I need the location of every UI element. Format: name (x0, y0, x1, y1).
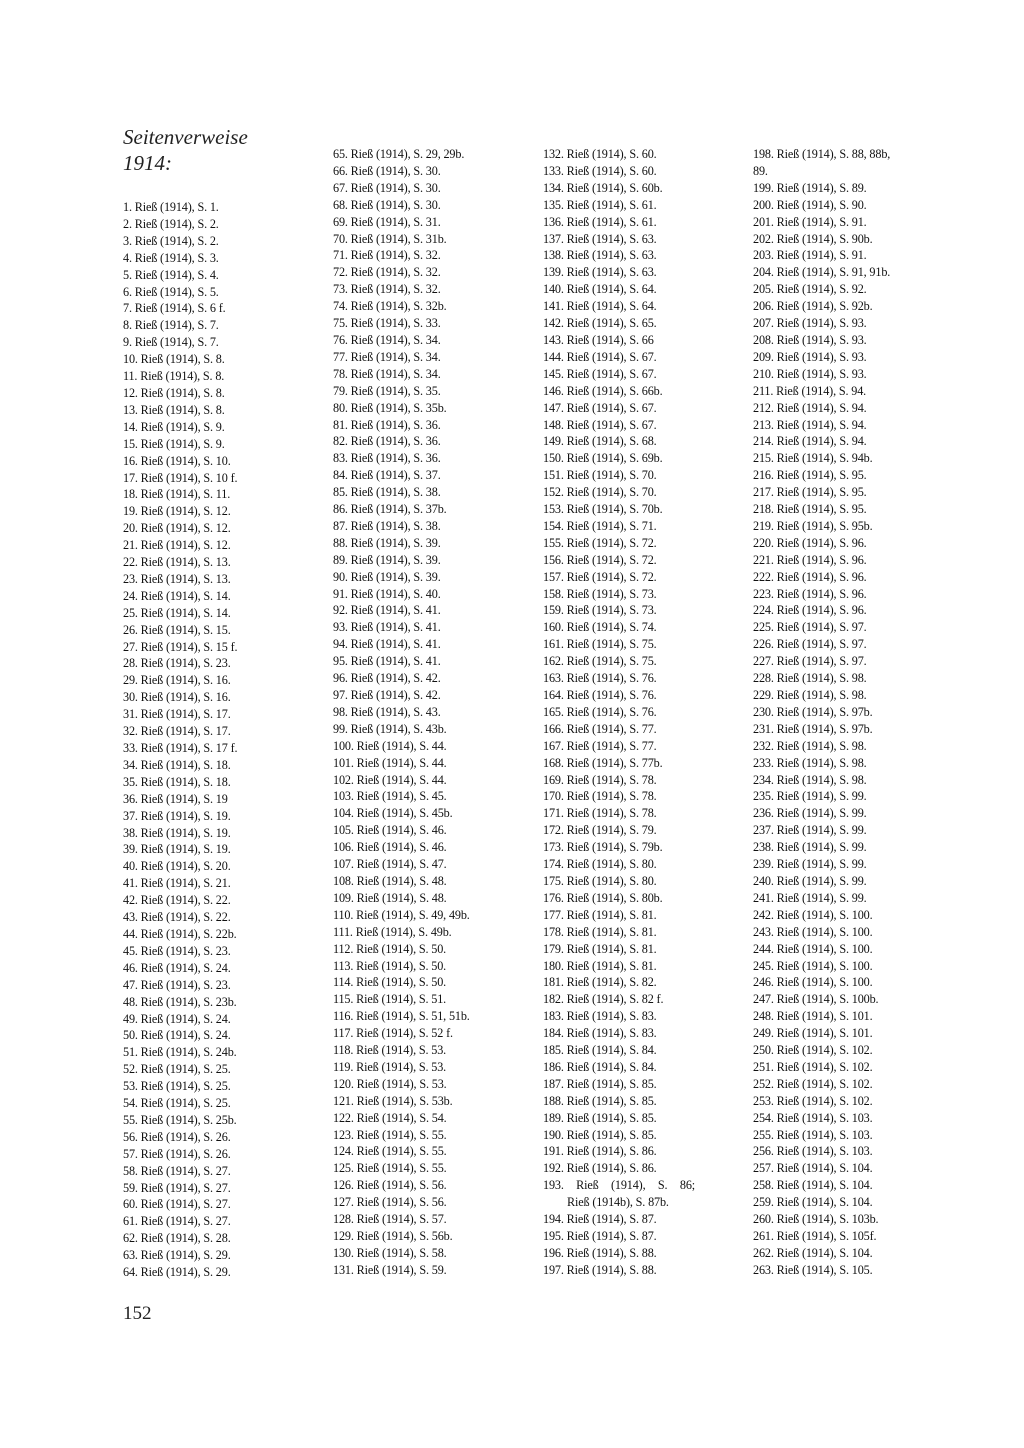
reference-entry: 88. Rieß (1914), S. 39. (333, 535, 441, 550)
reference-entry: 72. Rieß (1914), S. 32. (333, 265, 441, 280)
reference-entry: 154. Rieß (1914), S. 71. (543, 518, 657, 533)
reference-column-2 (333, 146, 493, 1279)
reference-entry: 51. Rieß (1914), S. 24b. (123, 1045, 237, 1060)
reference-entry: 117. Rieß (1914), S. 52 f. (333, 1026, 453, 1041)
reference-entry: 184. Rieß (1914), S. 83. (543, 1026, 657, 1041)
reference-entry: 159. Rieß (1914), S. 73. (543, 603, 657, 618)
reference-entry: 102. Rieß (1914), S. 44. (333, 772, 447, 787)
reference-entry: 28. Rieß (1914), S. 23. (123, 656, 231, 671)
reference-entry: 213. Rieß (1914), S. 94. (753, 417, 867, 432)
reference-entry: 150. Rieß (1914), S. 69b. (543, 451, 663, 466)
reference-entry: 78. Rieß (1914), S. 34. (333, 366, 441, 381)
reference-entry: 127. Rieß (1914), S. 56. (333, 1195, 447, 1210)
reference-entry: 203. Rieß (1914), S. 91. (753, 248, 867, 263)
reference-entry: 243. Rieß (1914), S. 100. (753, 924, 873, 939)
reference-entry: 62. Rieß (1914), S. 28. (123, 1231, 231, 1246)
reference-entry: 263. Rieß (1914), S. 105. (753, 1262, 873, 1277)
reference-entry: 86. Rieß (1914), S. 37b. (333, 502, 447, 517)
reference-entry: 136. Rieß (1914), S. 61. (543, 214, 657, 229)
reference-entry: 214. Rieß (1914), S. 94. (753, 434, 867, 449)
reference-entry: 21. Rieß (1914), S. 12. (123, 538, 231, 553)
reference-entry: 137. Rieß (1914), S. 63. (543, 231, 657, 246)
reference-entry: 30. Rieß (1914), S. 16. (123, 690, 231, 705)
reference-entry: 60. Rieß (1914), S. 27. (123, 1197, 231, 1212)
reference-entry: 189. Rieß (1914), S. 85. (543, 1110, 657, 1125)
reference-entry: 83. Rieß (1914), S. 36. (333, 451, 441, 466)
page-number: 152 (123, 1303, 152, 1324)
reference-entry: 70. Rieß (1914), S. 31b. (333, 231, 447, 246)
reference-entry: 126. Rieß (1914), S. 56. (333, 1178, 447, 1193)
reference-entry: 208. Rieß (1914), S. 93. (753, 332, 867, 347)
reference-column-3 (543, 146, 695, 1279)
reference-entry: 17. Rieß (1914), S. 10 f. (123, 470, 238, 485)
reference-entry: 61. Rieß (1914), S. 27. (123, 1214, 231, 1229)
reference-entry: 147. Rieß (1914), S. 67. (543, 400, 657, 415)
reference-entry: 164. Rieß (1914), S. 76. (543, 688, 657, 702)
reference-entry: 69. Rieß (1914), S. 31. (333, 214, 441, 229)
reference-entry: 94. Rieß (1914), S. 41. (333, 637, 441, 652)
reference-entry: 202. Rieß (1914), S. 90b. (753, 231, 873, 246)
reference-entry: 54. Rieß (1914), S. 25. (123, 1096, 231, 1111)
reference-entry: 98. Rieß (1914), S. 43. (333, 704, 441, 719)
reference-entry: 134. Rieß (1914), S. 60b. (543, 180, 663, 195)
reference-entry: 133. Rieß (1914), S. 60. (543, 163, 657, 178)
reference-entry: 103. Rieß (1914), S. 45. (333, 789, 447, 804)
reference-entry: 179. Rieß (1914), S. 81. (543, 941, 657, 956)
reference-entry: 14. Rieß (1914), S. 9. (123, 419, 225, 434)
reference-entry: 23. Rieß (1914), S. 13. (123, 571, 231, 586)
reference-entry: 56. Rieß (1914), S. 26. (123, 1129, 231, 1144)
reference-entry: 10. Rieß (1914), S. 8. (123, 352, 225, 367)
reference-column-4 (753, 146, 913, 1279)
reference-entry: 227. Rieß (1914), S. 97. (753, 654, 867, 669)
reference-entry: 196. Rieß (1914), S. 88. (543, 1245, 657, 1260)
reference-entry: 230. Rieß (1914), S. 97b. (753, 704, 873, 719)
reference-entry: 65. Rieß (1914), S. 29, 29b. (333, 147, 465, 161)
reference-entry: 153. Rieß (1914), S. 70b. (543, 502, 663, 517)
reference-entry: 74. Rieß (1914), S. 32b. (333, 299, 447, 314)
reference-entry: 96. Rieß (1914), S. 42. (333, 671, 441, 686)
reference-entry: 151. Rieß (1914), S. 70. (543, 468, 657, 483)
reference-entry: 244. Rieß (1914), S. 100. (753, 941, 873, 956)
reference-entry: 139. Rieß (1914), S. 63. (543, 265, 657, 280)
reference-entry: 215. Rieß (1914), S. 94b. (753, 451, 873, 466)
reference-entry: 27. Rieß (1914), S. 15 f. (123, 639, 238, 654)
reference-entry: 119. Rieß (1914), S. 53. (333, 1059, 447, 1074)
reference-entry: 57. Rieß (1914), S. 26. (123, 1146, 231, 1161)
reference-entry: 260. Rieß (1914), S. 103b. (753, 1212, 879, 1227)
page-heading (123, 124, 248, 176)
reference-entry: 9. Rieß (1914), S. 7. (123, 335, 219, 350)
reference-entry: 168. Rieß (1914), S. 77b. (543, 755, 663, 770)
reference-entry: 252. Rieß (1914), S. 102. (753, 1076, 873, 1091)
reference-entry: 43. Rieß (1914), S. 22. (123, 910, 231, 925)
reference-entry: 92. Rieß (1914), S. 41. (333, 603, 441, 618)
reference-entry: 108. Rieß (1914), S. 48. (333, 873, 447, 888)
reference-entry: 204. Rieß (1914), S. 91, 91b. (753, 265, 891, 280)
reference-entry: 169. Rieß (1914), S. 78. (543, 772, 657, 787)
reference-entry: 224. Rieß (1914), S. 96. (753, 603, 867, 618)
reference-entry: 185. Rieß (1914), S. 84. (543, 1043, 657, 1058)
reference-entry: 247. Rieß (1914), S. 100b. (753, 992, 879, 1007)
reference-entry: 231. Rieß (1914), S. 97b. (753, 721, 873, 736)
reference-entry: 220. Rieß (1914), S. 96. (753, 535, 867, 550)
reference-entry: 237. Rieß (1914), S. 99. (753, 823, 867, 838)
reference-entry: 221. Rieß (1914), S. 96. (753, 552, 867, 567)
reference-entry: 210. Rieß (1914), S. 93. (753, 366, 867, 381)
reference-entry: 77. Rieß (1914), S. 34. (333, 349, 441, 364)
reference-entry: 199. Rieß (1914), S. 89. (753, 180, 867, 195)
reference-entry: 162. Rieß (1914), S. 75. (543, 654, 657, 669)
reference-entry: 55. Rieß (1914), S. 25b. (123, 1112, 237, 1127)
reference-entry: 233. Rieß (1914), S. 98. (753, 755, 867, 770)
reference-entry: 200. Rieß (1914), S. 90. (753, 197, 867, 212)
reference-entry: 31. Rieß (1914), S. 17. (123, 707, 231, 722)
reference-entry: 190. Rieß (1914), S. 85. (543, 1127, 657, 1142)
reference-entry: 226. Rieß (1914), S. 97. (753, 637, 867, 652)
reference-entry: 207. Rieß (1914), S. 93. (753, 316, 867, 331)
reference-entry: 181. Rieß (1914), S. 82. (543, 975, 657, 990)
reference-entry: 251. Rieß (1914), S. 102. (753, 1059, 873, 1074)
reference-entry: 223. Rieß (1914), S. 96. (753, 586, 867, 601)
reference-entry: 34. Rieß (1914), S. 18. (123, 757, 231, 772)
reference-entry: 152. Rieß (1914), S. 70. (543, 485, 657, 500)
reference-entry: 163. Rieß (1914), S. 76. (543, 671, 657, 686)
reference-entry: 234. Rieß (1914), S. 98. (753, 772, 867, 787)
reference-entry: 122. Rieß (1914), S. 54. (333, 1110, 447, 1125)
reference-entry: 232. Rieß (1914), S. 98. (753, 738, 867, 753)
reference-entry: 246. Rieß (1914), S. 100. (753, 975, 873, 990)
reference-entry: 35. Rieß (1914), S. 18. (123, 774, 231, 789)
reference-entry: 68. Rieß (1914), S. 30. (333, 197, 441, 212)
reference-entry: 12. Rieß (1914), S. 8. (123, 385, 225, 400)
reference-entry: 194. Rieß (1914), S. 87. (543, 1212, 657, 1227)
reference-entry: 4. Rieß (1914), S. 3. (123, 250, 219, 265)
heading-line-1: Seitenverweise (123, 125, 248, 149)
heading-line-2: 1914: (123, 151, 172, 175)
reference-entry: 63. Rieß (1914), S. 29. (123, 1248, 231, 1263)
reference-entry: 177. Rieß (1914), S. 81. (543, 907, 657, 922)
reference-entry: 116. Rieß (1914), S. 51, 51b. (333, 1009, 470, 1024)
reference-entry: 45. Rieß (1914), S. 23. (123, 943, 231, 958)
reference-entry: 148. Rieß (1914), S. 67. (543, 417, 657, 432)
reference-entry: 170. Rieß (1914), S. 78. (543, 789, 657, 804)
reference-entry: 235. Rieß (1914), S. 99. (753, 789, 867, 804)
reference-entry: 195. Rieß (1914), S. 87. (543, 1229, 657, 1243)
reference-entry: 91. Rieß (1914), S. 40. (333, 586, 441, 601)
reference-entry: 8. Rieß (1914), S. 7. (123, 318, 219, 333)
reference-entry: 261. Rieß (1914), S. 105f. (753, 1229, 877, 1243)
reference-entry: 253. Rieß (1914), S. 102. (753, 1093, 873, 1108)
reference-entry: 158. Rieß (1914), S. 73. (543, 586, 657, 601)
reference-entry: 87. Rieß (1914), S. 38. (333, 518, 441, 533)
reference-entry: 40. Rieß (1914), S. 20. (123, 859, 231, 874)
reference-entry: 89. Rieß (1914), S. 39. (333, 552, 441, 567)
reference-entry: 250. Rieß (1914), S. 102. (753, 1043, 873, 1058)
reference-entry: 176. Rieß (1914), S. 80b. (543, 890, 663, 905)
reference-entry: 26. Rieß (1914), S. 15. (123, 622, 231, 637)
reference-entry: 15. Rieß (1914), S. 9. (123, 436, 225, 451)
reference-entry: 44. Rieß (1914), S. 22b. (123, 926, 237, 941)
reference-entry: 146. Rieß (1914), S. 66b. (543, 383, 663, 398)
reference-entry: 120. Rieß (1914), S. 53. (333, 1076, 447, 1091)
reference-entry: 175. Rieß (1914), S. 80. (543, 873, 657, 888)
reference-entry: 80. Rieß (1914), S. 35b. (333, 400, 447, 415)
reference-entry: 106. Rieß (1914), S. 46. (333, 840, 447, 855)
reference-entry: 76. Rieß (1914), S. 34. (333, 332, 441, 347)
reference-entry: 100. Rieß (1914), S. 44. (333, 738, 447, 753)
reference-entry: 257. Rieß (1914), S. 104. (753, 1161, 873, 1176)
reference-entry: 186. Rieß (1914), S. 84. (543, 1059, 657, 1074)
reference-entry: 191. Rieß (1914), S. 86. (543, 1144, 657, 1159)
reference-entry: 140. Rieß (1914), S. 64. (543, 282, 657, 297)
reference-entry: 13. Rieß (1914), S. 8. (123, 402, 225, 417)
reference-entry: 66. Rieß (1914), S. 30. (333, 163, 441, 178)
reference-entry: 90. Rieß (1914), S. 39. (333, 569, 441, 584)
reference-entry: 53. Rieß (1914), S. 25. (123, 1079, 231, 1094)
reference-entry: 89. (753, 163, 768, 178)
reference-entry: 161. Rieß (1914), S. 75. (543, 637, 657, 652)
reference-entry: 5. Rieß (1914), S. 4. (123, 267, 219, 282)
reference-column-1 (123, 199, 263, 1281)
reference-entry: 242. Rieß (1914), S. 100. (753, 907, 873, 922)
reference-entry: 205. Rieß (1914), S. 92. (753, 282, 867, 297)
reference-entry: 118. Rieß (1914), S. 53. (333, 1043, 447, 1058)
reference-entry: 236. Rieß (1914), S. 99. (753, 806, 867, 821)
reference-entry: 187. Rieß (1914), S. 85. (543, 1076, 657, 1091)
reference-entry: 212. Rieß (1914), S. 94. (753, 400, 867, 415)
reference-entry: 49. Rieß (1914), S. 24. (123, 1011, 231, 1026)
reference-entry: 11. Rieß (1914), S. 8. (123, 369, 225, 384)
reference-entry: 172. Rieß (1914), S. 79. (543, 823, 657, 838)
reference-entry: 36. Rieß (1914), S. 19 (123, 791, 228, 806)
reference-entry: 81. Rieß (1914), S. 36. (333, 417, 441, 432)
reference-entry: 255. Rieß (1914), S. 103. (753, 1127, 873, 1142)
reference-entry: 58. Rieß (1914), S. 27. (123, 1163, 231, 1178)
reference-entry: 125. Rieß (1914), S. 55. (333, 1161, 447, 1176)
reference-entry: 160. Rieß (1914), S. 74. (543, 620, 657, 635)
reference-entry: 249. Rieß (1914), S. 101. (753, 1026, 873, 1041)
reference-entry: 135. Rieß (1914), S. 61. (543, 197, 657, 212)
reference-entry: 174. Rieß (1914), S. 80. (543, 857, 657, 872)
reference-entry: 219. Rieß (1914), S. 95b. (753, 518, 873, 533)
reference-entry: 113. Rieß (1914), S. 50. (333, 958, 447, 973)
reference-entry: 48. Rieß (1914), S. 23b. (123, 994, 237, 1009)
reference-entry: 67. Rieß (1914), S. 30. (333, 180, 441, 195)
reference-entry: 256. Rieß (1914), S. 103. (753, 1144, 873, 1159)
reference-entry: 52. Rieß (1914), S. 25. (123, 1062, 231, 1077)
reference-entry: 114. Rieß (1914), S. 50. (333, 975, 447, 990)
reference-entry: 157. Rieß (1914), S. 72. (543, 569, 657, 584)
reference-entry: 238. Rieß (1914), S. 99. (753, 840, 867, 855)
reference-entry: 138. Rieß (1914), S. 63. (543, 248, 657, 263)
reference-entry: 259. Rieß (1914), S. 104. (753, 1195, 873, 1210)
reference-entry: 206. Rieß (1914), S. 92b. (753, 299, 873, 314)
reference-entry: 121. Rieß (1914), S. 53b. (333, 1093, 453, 1108)
reference-entry: 149. Rieß (1914), S. 68. (543, 434, 657, 449)
reference-entry: 19. Rieß (1914), S. 12. (123, 504, 231, 519)
reference-entry: 3. Rieß (1914), S. 2. (123, 233, 219, 248)
reference-entry: 193. Rieß (1914), S. 86; (543, 1178, 695, 1193)
reference-entry: 7. Rieß (1914), S. 6 f. (123, 301, 226, 316)
reference-entry: 64. Rieß (1914), S. 29. (123, 1265, 231, 1280)
reference-entry: 32. Rieß (1914), S. 17. (123, 724, 231, 739)
reference-entry: 141. Rieß (1914), S. 64. (543, 299, 657, 314)
reference-entry: 225. Rieß (1914), S. 97. (753, 620, 867, 635)
reference-entry: 50. Rieß (1914), S. 24. (123, 1028, 231, 1043)
reference-entry: 248. Rieß (1914), S. 101. (753, 1009, 873, 1024)
reference-entry: 132. Rieß (1914), S. 60. (543, 147, 657, 161)
reference-entry: 24. Rieß (1914), S. 14. (123, 588, 231, 603)
reference-entry: 39. Rieß (1914), S. 19. (123, 842, 231, 857)
reference-entry: 104. Rieß (1914), S. 45b. (333, 806, 453, 821)
reference-entry: 211. Rieß (1914), S. 94. (753, 383, 867, 398)
reference-entry: 109. Rieß (1914), S. 48. (333, 890, 447, 905)
reference-entry: 209. Rieß (1914), S. 93. (753, 349, 867, 364)
reference-entry: 128. Rieß (1914), S. 57. (333, 1212, 447, 1227)
reference-entry: 101. Rieß (1914), S. 44. (333, 755, 447, 770)
reference-entry: 79. Rieß (1914), S. 35. (333, 383, 441, 398)
reference-entry: 37. Rieß (1914), S. 19. (123, 808, 231, 823)
reference-entry: 41. Rieß (1914), S. 21. (123, 876, 231, 891)
reference-entry: 18. Rieß (1914), S. 11. (123, 487, 231, 502)
reference-entry: 1. Rieß (1914), S. 1. (123, 200, 219, 214)
reference-entry: 124. Rieß (1914), S. 55. (333, 1144, 447, 1159)
reference-entry: 201. Rieß (1914), S. 91. (753, 214, 867, 229)
reference-entry: 84. Rieß (1914), S. 37. (333, 468, 441, 483)
reference-entry: 22. Rieß (1914), S. 13. (123, 555, 231, 570)
reference-entry: 180. Rieß (1914), S. 81. (543, 958, 657, 973)
reference-entry: 144. Rieß (1914), S. 67. (543, 349, 657, 364)
reference-entry: 99. Rieß (1914), S. 43b. (333, 721, 447, 736)
reference-entry: 217. Rieß (1914), S. 95. (753, 485, 867, 500)
reference-entry: 241. Rieß (1914), S. 99. (753, 890, 867, 905)
reference-entry: 192. Rieß (1914), S. 86. (543, 1161, 657, 1176)
reference-entry: 29. Rieß (1914), S. 16. (123, 673, 231, 688)
reference-entry: 20. Rieß (1914), S. 12. (123, 521, 231, 536)
reference-entry: 93. Rieß (1914), S. 41. (333, 620, 441, 635)
reference-entry: 111. Rieß (1914), S. 49b. (333, 924, 452, 939)
reference-entry: 167. Rieß (1914), S. 77. (543, 738, 657, 753)
reference-entry: 33. Rieß (1914), S. 17 f. (123, 741, 238, 755)
reference-entry: 254. Rieß (1914), S. 103. (753, 1110, 873, 1125)
reference-entry: 85. Rieß (1914), S. 38. (333, 485, 441, 500)
reference-entry: 95. Rieß (1914), S. 41. (333, 654, 441, 669)
reference-entry: 71. Rieß (1914), S. 32. (333, 248, 441, 263)
reference-entry: 46. Rieß (1914), S. 24. (123, 960, 231, 975)
reference-entry: 47. Rieß (1914), S. 23. (123, 977, 231, 992)
reference-entry: 75. Rieß (1914), S. 33. (333, 316, 441, 331)
reference-entry: 73. Rieß (1914), S. 32. (333, 282, 441, 297)
reference-entry: 240. Rieß (1914), S. 99. (753, 873, 867, 888)
reference-entry: 262. Rieß (1914), S. 104. (753, 1245, 873, 1260)
reference-entry: 222. Rieß (1914), S. 96. (753, 569, 867, 584)
reference-entry: 129. Rieß (1914), S. 56b. (333, 1229, 453, 1243)
reference-entry: 245. Rieß (1914), S. 100. (753, 958, 873, 973)
reference-entry: 145. Rieß (1914), S. 67. (543, 366, 657, 381)
reference-entry: 229. Rieß (1914), S. 98. (753, 688, 867, 702)
reference-entry: 188. Rieß (1914), S. 85. (543, 1093, 657, 1108)
reference-entry: 115. Rieß (1914), S. 51. (333, 992, 447, 1007)
reference-entry: 42. Rieß (1914), S. 22. (123, 893, 231, 908)
reference-entry: 130. Rieß (1914), S. 58. (333, 1245, 447, 1260)
reference-entry: 258. Rieß (1914), S. 104. (753, 1178, 873, 1193)
reference-entry: 107. Rieß (1914), S. 47. (333, 857, 447, 872)
reference-entry: 198. Rieß (1914), S. 88, 88b, (753, 147, 891, 161)
reference-entry: 183. Rieß (1914), S. 83. (543, 1009, 657, 1024)
reference-entry: 143. Rieß (1914), S. 66 (543, 332, 654, 347)
reference-entry: 142. Rieß (1914), S. 65. (543, 316, 657, 331)
reference-entry: 59. Rieß (1914), S. 27. (123, 1180, 231, 1195)
reference-entry: 165. Rieß (1914), S. 76. (543, 704, 657, 719)
reference-entry: 25. Rieß (1914), S. 14. (123, 605, 231, 620)
reference-entry: 171. Rieß (1914), S. 78. (543, 806, 657, 821)
reference-entry: 112. Rieß (1914), S. 50. (333, 941, 447, 956)
reference-entry: 166. Rieß (1914), S. 77. (543, 721, 657, 736)
reference-entry: 216. Rieß (1914), S. 95. (753, 468, 867, 483)
reference-entry: 239. Rieß (1914), S. 99. (753, 857, 867, 872)
reference-entry: 218. Rieß (1914), S. 95. (753, 502, 867, 517)
reference-entry: 197. Rieß (1914), S. 88. (543, 1262, 657, 1277)
reference-entry: 131. Rieß (1914), S. 59. (333, 1262, 447, 1277)
reference-entry: 6. Rieß (1914), S. 5. (123, 284, 219, 299)
reference-entry: 105. Rieß (1914), S. 46. (333, 823, 447, 838)
reference-entry: 173. Rieß (1914), S. 79b. (543, 840, 663, 855)
reference-entry: 82. Rieß (1914), S. 36. (333, 434, 441, 449)
reference-entry: 155. Rieß (1914), S. 72. (543, 535, 657, 550)
reference-entry: 228. Rieß (1914), S. 98. (753, 671, 867, 686)
reference-entry: 182. Rieß (1914), S. 82 f. (543, 992, 664, 1007)
reference-entry: 2. Rieß (1914), S. 2. (123, 216, 219, 231)
reference-entry: 38. Rieß (1914), S. 19. (123, 825, 231, 840)
reference-entry: 16. Rieß (1914), S. 10. (123, 453, 231, 468)
reference-entry: 156. Rieß (1914), S. 72. (543, 552, 657, 567)
reference-entry-continuation: Rieß (1914b), S. 87b. (567, 1195, 669, 1210)
reference-entry: 110. Rieß (1914), S. 49, 49b. (333, 907, 470, 922)
reference-entry: 123. Rieß (1914), S. 55. (333, 1127, 447, 1142)
reference-entry: 97. Rieß (1914), S. 42. (333, 688, 441, 702)
reference-entry: 178. Rieß (1914), S. 81. (543, 924, 657, 939)
